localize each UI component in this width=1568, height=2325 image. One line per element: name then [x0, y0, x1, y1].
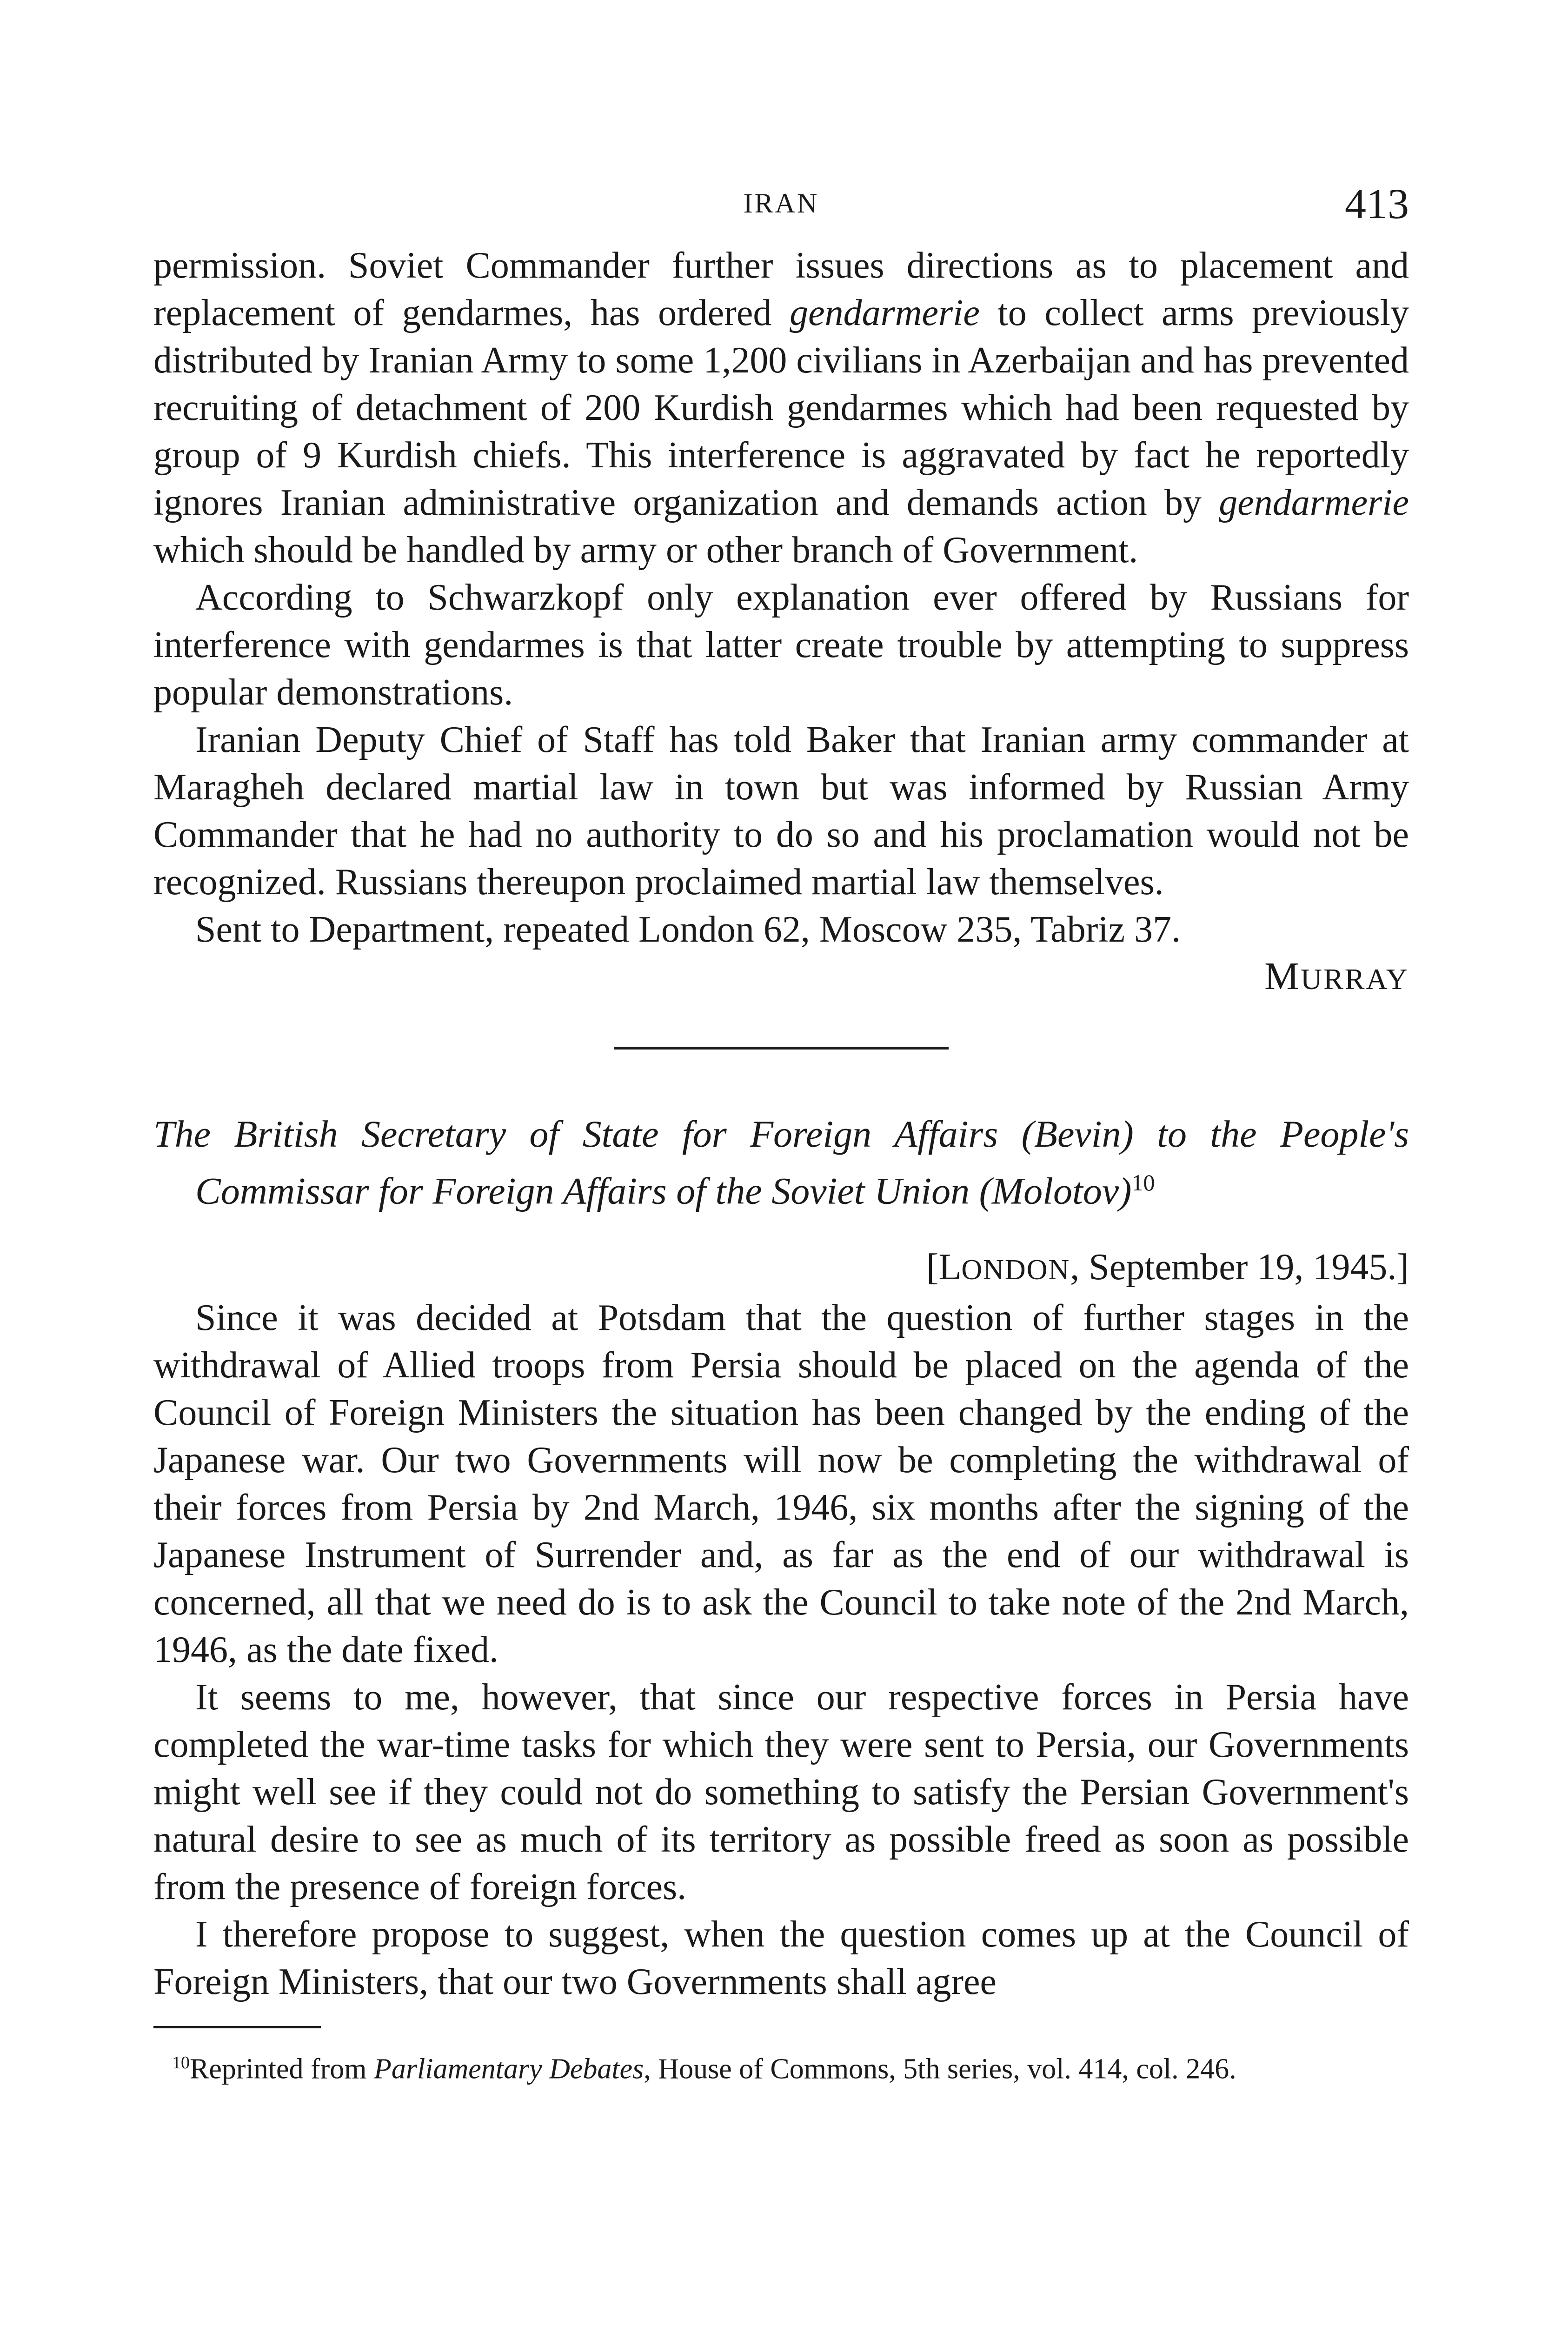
paragraph: Since it was decided at Potsdam that the question of further stages in the withdrawal of Allied troops from Persia should be placed on the agenda of the Council of Foreign Ministers the situation has been changed by the ending of the Japanese war. Our two Governments will now be completing the withdrawal of their forces from Persia by 2nd March, 1946, six months after the signing of the Japanese Instrument of Surrender and, as far as the end of our withdrawal is concerned, all that we need do is to ask the Council to take note of the 2nd March, 1946, as the date fixed. — [153, 1297, 1409, 1671]
footnote-reference: 10 — [1131, 1169, 1155, 1196]
paragraph: According to Schwarzkopf only explanation ever offered by Russians for interference with gendarmes is that latter create trouble by attempting to suppress popular demonstrations. — [153, 577, 1409, 713]
document-heading-text: The British Secretary of State for Foreign Affairs (Bevin) to the People's Commissar for Foreign Affairs of the Soviet Union (Molotov) — [153, 1113, 1409, 1212]
paragraph: It seems to me, however, that since our respective forces in Persia have completed the war-time tasks for which they were sent to Persia, our Governments might well see if they could not do something to satisfy the Persian Government's natural desire to see as much of its territory as possible freed as soon as possible from the presence of foreign forces. — [153, 1677, 1409, 1908]
footnote-text: Reprinted from — [190, 2053, 374, 2085]
paragraph-continuation — [153, 242, 1409, 574]
paragraph: Iranian Deputy Chief of Staff has told Baker that Iranian army commander at Maragheh declared martial law in town but was informed by Russian Army Commander that he had no authority to do so and his proclamation would not be recognized. Russians thereupon proclaimed martial law themselves. — [153, 719, 1409, 903]
footnote-number: 10 — [172, 2053, 190, 2073]
section-divider — [614, 1047, 949, 1050]
signature — [153, 953, 1409, 1003]
italic-term: gendarmerie — [1219, 482, 1409, 523]
running-head — [153, 179, 1409, 230]
dateline — [153, 1243, 1409, 1294]
footnote-text: , House of Commons, 5th series, vol. 414, col. 246. — [644, 2053, 1236, 2085]
footnote-source: Parliamentary Debates — [374, 2053, 644, 2085]
dateline-initial: L — [938, 1247, 962, 1288]
text-run: to collect arms previously distributed by Iranian Army to some 1,200 civilians in Azerbaijan and has prevented recruiting of detachment of 200 Kurdish gendarmes which had been requested by group of 9 Kurdish chiefs. This interference is aggravated by fact he reportedly ignores Iranian administrative organization and demands action by — [153, 292, 1409, 523]
running-title: IRAN — [743, 188, 819, 219]
dateline-place: ONDON — [961, 1254, 1070, 1286]
dateline-bracket: [ — [926, 1247, 939, 1288]
body-text — [153, 242, 1409, 2087]
paragraph: I therefore propose to suggest, when the question comes up at the Council of Foreign Ministers, that our two Governments shall agree — [153, 1914, 1409, 2003]
document-heading — [153, 1110, 1409, 1215]
footnote — [153, 2045, 1409, 2087]
footnote-divider — [153, 2026, 321, 2028]
text-run: permission. Soviet Commander further issues directions as to placement and replacement of gendarmes, has ordered — [153, 245, 1409, 333]
signature-initial: M — [1264, 955, 1301, 998]
text-run: which should be handled by army or other branch of Government. — [153, 530, 1138, 571]
paragraph: Sent to Department, repeated London 62, Moscow 235, Tabriz 37. — [195, 909, 1181, 950]
page-number: 413 — [1345, 180, 1409, 227]
dateline-date: , September 19, 1945.] — [1070, 1247, 1409, 1288]
signature-rest: URRAY — [1300, 963, 1409, 996]
italic-term: gendarmerie — [790, 292, 980, 333]
